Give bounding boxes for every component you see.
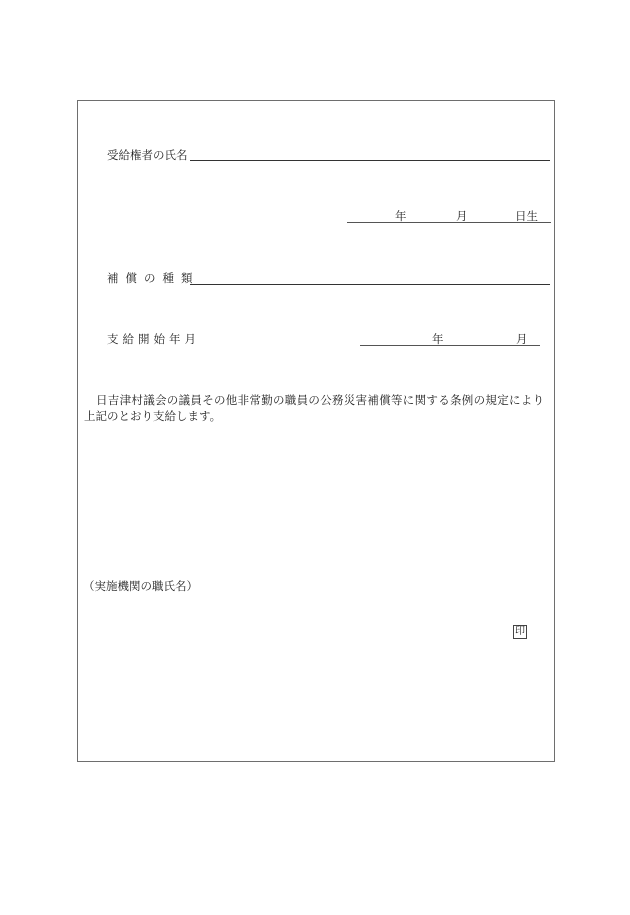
statement-line-1: 日吉津村議会の議員その他非常勤の職員の公務災害補償等に関する条例の規定により (96, 393, 545, 407)
form-frame (77, 100, 555, 762)
agency-label: （実施機関の職氏名） (83, 579, 198, 593)
recipient-name-field[interactable] (190, 160, 550, 161)
compensation-type-field[interactable] (190, 284, 550, 285)
birth-year-label: 年 (395, 209, 407, 223)
payment-start-month-label: 月 (516, 332, 528, 346)
statement-line-2: 上記のとおり支給します。 (84, 409, 222, 423)
compensation-type-label: 補償の種類 (107, 271, 200, 285)
birth-month-label: 月 (456, 209, 468, 223)
recipient-name-label: 受給権者の氏名 (107, 148, 188, 162)
seal-mark: 印 (515, 626, 525, 637)
birth-date-field[interactable] (347, 222, 551, 223)
payment-start-field[interactable] (360, 345, 540, 346)
birth-day-label: 日生 (515, 209, 538, 223)
payment-start-label: 支給開始年月 (107, 332, 200, 346)
payment-start-year-label: 年 (432, 332, 444, 346)
